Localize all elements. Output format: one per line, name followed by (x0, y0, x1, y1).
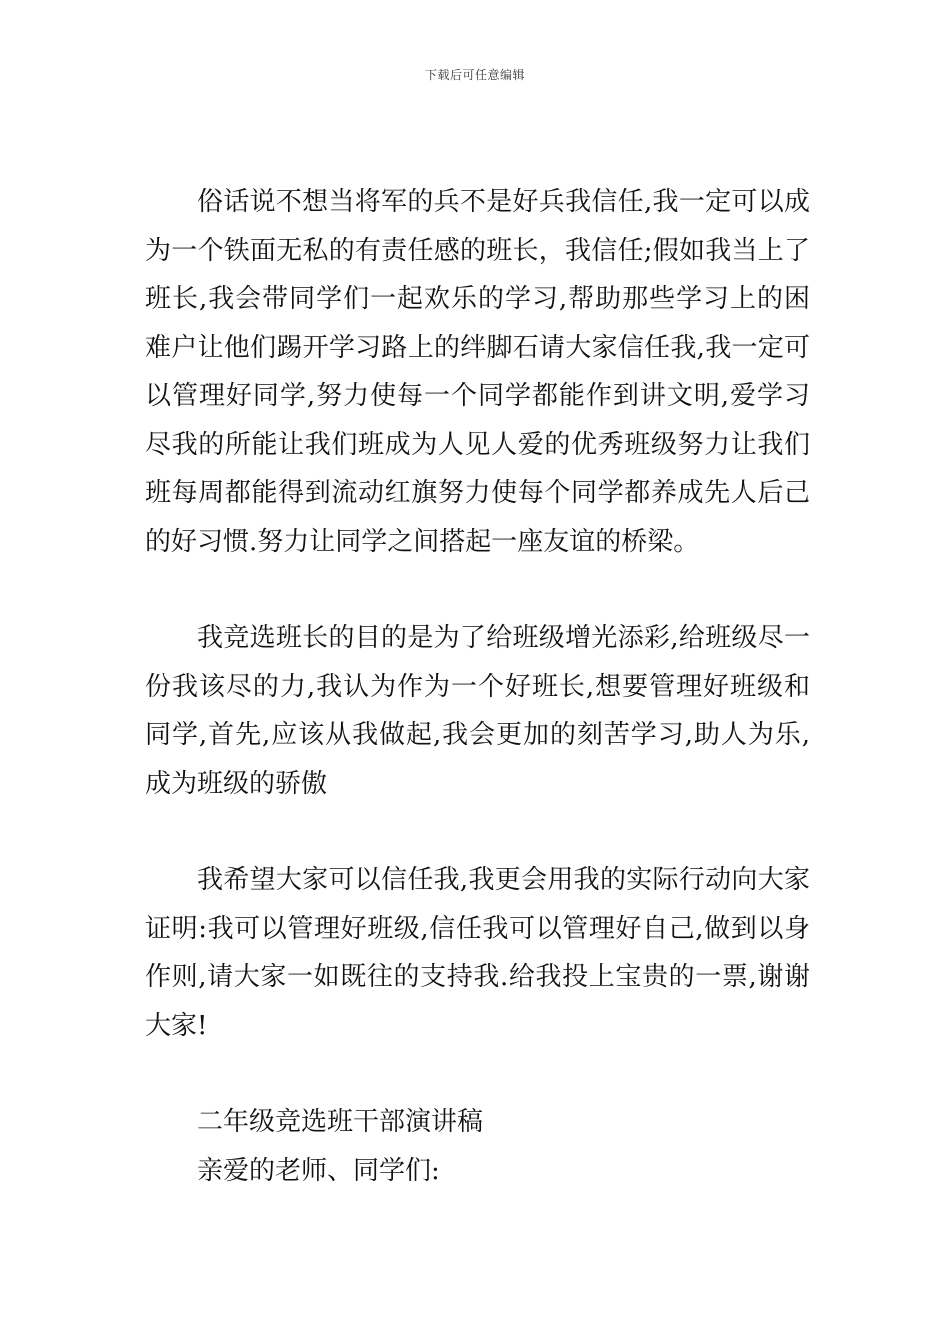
paragraph-3: 我希望大家可以信任我,我更会用我的实际行动向大家证明:我可以管理好班级,信任我可以管理好自己,做到以身作则,请大家一如既往的支持我.给我投上宝贵的一票,谢谢大家! (145, 865, 810, 1041)
greeting-line: 亲爱的老师、同学们: (197, 1155, 440, 1186)
page-header: 下载后可任意编辑 (424, 68, 525, 82)
paragraph-1: 俗话说不想当将军的兵不是好兵我信任,我一定可以成为一个铁面无私的有责任感的班长，我信任;假如我当上了班长,我会带同学们一起欢乐的学习,帮助那些学习上的困难户让他们踢开学习路上的绊脚石请大家信任我,我一定可以管理好同学,努力使每一个同学都能作到讲文明,爱学习尽我的所能让我们班成为人见人爱的优秀班级努力让我们班每周都能得到流动红旗努力使每个同学都养成先人后己的好习惯.努力让同学之间搭起一座友谊的桥梁。 (145, 187, 810, 557)
section-title: 二年级竞选班干部演讲稿 (197, 1107, 484, 1137)
document-body (145, 178, 810, 1195)
paragraph-2: 我竞选班长的目的是为了给班级增光添彩,给班级尽一份我该尽的力,我认为作为一个好班长,想要管理好班级和同学,首先,应该从我做起,我会更加的刻苦学习,助人为乐,成为班级的骄傲 (145, 623, 810, 799)
